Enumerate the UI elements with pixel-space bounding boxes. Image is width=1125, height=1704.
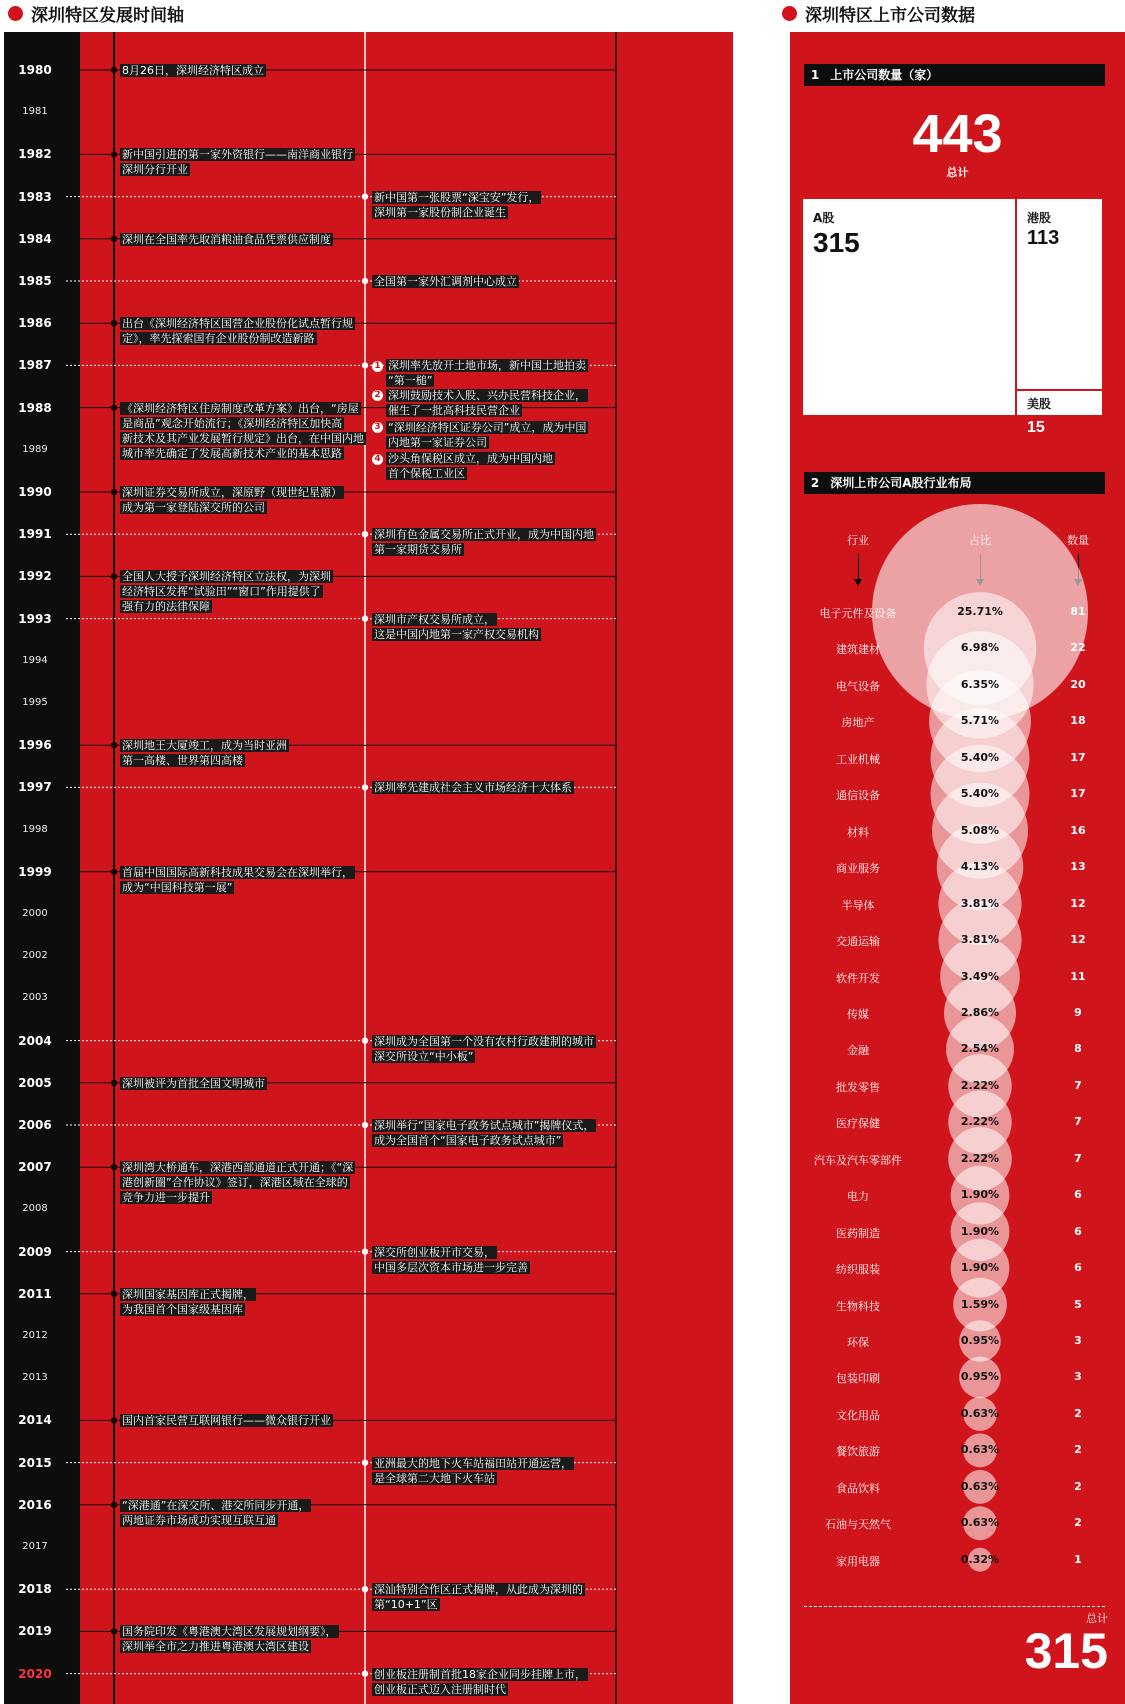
industry-label: 工业机械 <box>836 752 880 766</box>
event-text: 催生了一批高科技民营企业 <box>388 403 520 417</box>
industry-count: 7 <box>1074 1078 1082 1092</box>
event-text: 新中国第一张股票“深宝安”发行， <box>374 190 540 204</box>
industry-label: 包装印刷 <box>836 1372 880 1386</box>
event-text: 深圳第一家股份制企业诞生 <box>374 205 506 219</box>
year-label: 2019 <box>18 1624 52 1639</box>
industry-share: 0.32% <box>960 1552 1000 1566</box>
listed-header <box>782 0 975 26</box>
year-label: 2012 <box>22 1330 48 1341</box>
industry-share: 2.22% <box>960 1115 1000 1129</box>
event-text: 全国人大授予深圳经济特区立法权，为深圳 <box>122 570 331 584</box>
industry-share: 5.40% <box>960 750 1000 764</box>
event-text: “第一槌” <box>388 374 433 388</box>
industry-label: 环保 <box>847 1336 869 1349</box>
industry-count: 12 <box>1070 933 1086 947</box>
event-text: 成为“中国科技第一展” <box>122 880 233 894</box>
timeline-event <box>120 738 289 768</box>
industry-share: 2.54% <box>960 1042 1000 1056</box>
total-label: 总计 <box>946 166 969 179</box>
industry-share: 25.71% <box>957 605 1003 618</box>
event-text: 深圳有色金属交易所正式开业，成为中国内地 <box>374 528 594 542</box>
event-text: 出台《深圳经济特区国营企业股份化试点暂行规 <box>122 317 353 331</box>
event-text: 经济特区发挥“试验田”“窗口”作用提供了 <box>122 585 321 599</box>
event-text: 深圳地王大厦竣工，成为当时亚洲 <box>122 739 287 753</box>
section-number: 2 <box>810 476 820 490</box>
header-count: 数量 <box>1067 534 1089 547</box>
timeline-event <box>372 358 588 388</box>
year-label: 1992 <box>18 569 52 584</box>
timeline-event <box>120 569 333 614</box>
year-label: 1982 <box>18 147 52 162</box>
event-text: 深圳率先建成社会主义市场经济十大体系 <box>374 781 572 795</box>
timeline-dot <box>111 320 117 326</box>
year-label: 2005 <box>18 1075 52 1090</box>
timeline-dot <box>111 869 117 875</box>
year-label: 1994 <box>22 654 48 666</box>
event-text: 深圳举行“国家电子政务试点城市”揭牌仪式， <box>374 1119 595 1132</box>
event-text: 城市率先确定了发展高新技术产业的基本思路 <box>122 446 342 460</box>
year-label: 2000 <box>22 908 48 919</box>
treemap-value: 315 <box>813 227 860 258</box>
treemap-label: A股 <box>813 211 835 225</box>
section-title: 上市公司数量（家） <box>830 68 939 82</box>
timeline-dot <box>362 362 368 368</box>
event-text: 深圳湾大桥通车，深港西部通道正式开通；《“深 <box>122 1161 354 1175</box>
year-label: 2014 <box>18 1413 52 1428</box>
event-text: 深圳证券交易所成立，深原野（现世纪星源） <box>122 486 342 499</box>
industry-share: 1.90% <box>960 1261 1000 1275</box>
section-title: 深圳上市公司A股行业布局 <box>830 476 972 490</box>
timeline-lines <box>4 32 733 1704</box>
industry-label: 半导体 <box>841 898 875 912</box>
footer-total-label: 总计 <box>1086 1612 1108 1625</box>
timeline-dot <box>362 1459 368 1465</box>
industry-label: 医疗保健 <box>836 1117 880 1131</box>
industry-count: 6 <box>1074 1188 1082 1202</box>
event-text: “深港通”在深交所、港交所同步开通， <box>122 1498 310 1512</box>
timeline-event <box>372 1118 596 1148</box>
listed-title: 深圳特区上市公司数据 <box>805 5 975 26</box>
industry-share: 1.59% <box>960 1297 1000 1311</box>
industry-label: 传媒 <box>847 1007 869 1021</box>
timeline-dot <box>362 193 368 199</box>
timeline-event <box>372 274 519 289</box>
event-text: 定》，率先探索国有企业股份制改造新路 <box>122 332 315 346</box>
industry-share: 6.98% <box>960 641 1000 655</box>
industry-label: 家用电器 <box>836 1554 880 1568</box>
year-label: 1999 <box>18 864 52 879</box>
red-dot-icon <box>782 6 797 21</box>
event-text: 国务院印发《粤港澳大湾区发展规划纲要》， <box>122 1625 337 1639</box>
year-label: 1980 <box>18 63 52 77</box>
year-label: 2018 <box>18 1582 52 1597</box>
timeline-event <box>120 1160 355 1205</box>
event-text: 深交所设立“中小板” <box>374 1049 474 1063</box>
treemap-value: 113 <box>1027 227 1060 249</box>
event-text: 深圳举全市之力推进粤港澳大湾区建设 <box>122 1640 309 1654</box>
event-text: 竞争力进一步提升 <box>122 1191 210 1205</box>
timeline-dot <box>111 1628 117 1634</box>
industry-label: 电力 <box>847 1190 869 1204</box>
industry-label: 餐饮旅游 <box>836 1445 880 1459</box>
year-label: 1986 <box>18 316 52 331</box>
industry-count: 22 <box>1070 641 1086 655</box>
timeline-dot <box>362 1122 368 1128</box>
industry-count: 20 <box>1070 677 1086 691</box>
timeline-event <box>372 780 574 795</box>
year-label: 2016 <box>18 1497 52 1512</box>
industry-count: 11 <box>1070 969 1086 983</box>
event-text: 成为第一家登陆深交所的公司 <box>122 501 265 514</box>
event-text: 深圳成为全国第一个没有农村行政建制的城市 <box>374 1034 594 1048</box>
timeline-panel <box>4 32 733 1704</box>
timeline-dot <box>111 573 117 579</box>
event-text: 首个保税工业区 <box>388 467 465 481</box>
event-text: 两地证券市场成功实现互联互通 <box>122 1513 276 1527</box>
year-label: 2006 <box>18 1118 52 1132</box>
event-text: 亚洲最大的地下火车站福田站开通运营， <box>374 1456 572 1470</box>
industry-share: 3.81% <box>960 933 1000 947</box>
industry-share: 0.95% <box>960 1334 1000 1347</box>
event-text: 成为全国首个“国家电子政务试点城市” <box>374 1134 562 1147</box>
year-label: 1988 <box>18 400 52 415</box>
year-label: 1989 <box>22 443 48 455</box>
year-label: 2004 <box>18 1033 52 1048</box>
event-text: 第一家期货交易所 <box>374 543 462 557</box>
industry-label: 电子元件及设备 <box>819 607 897 620</box>
event-text: 第一高楼、世界第四高楼 <box>122 754 243 768</box>
event-text: 沙头角保税区成立，成为中国内地 <box>388 452 553 466</box>
industry-count: 6 <box>1074 1224 1082 1238</box>
industry-count: 1 <box>1074 1552 1082 1566</box>
section-number: 1 <box>810 68 820 82</box>
event-text: 深圳在全国率先取消粮油食品凭票供应制度 <box>122 232 331 246</box>
timeline-dot <box>362 531 368 537</box>
industry-label: 医药制造 <box>836 1226 880 1240</box>
timeline-dot <box>362 1670 368 1676</box>
industry-share: 2.22% <box>960 1151 1000 1165</box>
industry-share: 2.86% <box>960 1005 1000 1019</box>
industry-label: 电气设备 <box>836 679 880 693</box>
year-label: 2013 <box>22 1372 48 1384</box>
year-label: 2007 <box>18 1160 52 1175</box>
industry-share: 3.49% <box>960 969 1000 983</box>
industry-share: 5.40% <box>960 787 1000 801</box>
year-label: 2017 <box>22 1541 48 1552</box>
year-label: 2002 <box>22 950 48 962</box>
industry-label: 文化用品 <box>836 1408 880 1422</box>
timeline-event <box>372 388 588 418</box>
timeline-dot <box>362 1037 368 1043</box>
timeline-event <box>120 485 344 515</box>
event-text: 深圳被评为首批全国文明城市 <box>122 1076 265 1090</box>
event-text: 深汕特别合作区正式揭牌，从此成为深圳的 <box>374 1583 583 1597</box>
industry-count: 3 <box>1074 1334 1082 1347</box>
event-text: 是商品”观念开始流行；《深圳经济特区加快高 <box>122 416 343 430</box>
event-text: 深圳市产权交易所成立， <box>374 612 495 626</box>
event-text: 深圳国家基因库正式揭牌， <box>122 1287 254 1301</box>
event-text: 首届中国国际高新科技成果交易会在深圳举行， <box>122 865 353 879</box>
timeline-event <box>120 316 355 346</box>
industry-count: 81 <box>1070 605 1086 618</box>
industry-label: 纺织服装 <box>836 1263 880 1277</box>
industry-count: 18 <box>1070 714 1086 728</box>
timeline-event <box>120 1076 267 1091</box>
industry-share: 2.22% <box>960 1078 1000 1092</box>
year-label: 2008 <box>22 1203 48 1215</box>
timeline-event <box>120 1413 333 1428</box>
timeline-event <box>372 1582 585 1612</box>
timeline-dot <box>111 1080 117 1086</box>
timeline-event <box>372 451 555 481</box>
industry-count: 3 <box>1074 1370 1082 1384</box>
timeline-event <box>120 147 355 177</box>
industry-share: 0.95% <box>960 1370 1000 1384</box>
industry-share: 1.90% <box>960 1224 1000 1238</box>
event-text: 第“10+1”区 <box>374 1598 438 1612</box>
industry-share: 1.90% <box>960 1188 1000 1202</box>
year-label: 1995 <box>22 697 48 708</box>
year-label: 1981 <box>22 106 48 118</box>
event-text: “深圳经济特区证券公司”成立，成为中国 <box>388 420 587 434</box>
event-text: 《深圳经济特区住房制度改革方案》出台，“房屋 <box>122 401 359 415</box>
event-text: 是全球第二大地下火车站 <box>374 1471 495 1485</box>
timeline-event <box>372 420 588 450</box>
timeline-dot <box>362 1586 368 1592</box>
year-label: 2020 <box>18 1666 52 1681</box>
event-text: 深圳率先放开土地市场，新中国土地拍卖 <box>388 359 586 373</box>
industry-count: 17 <box>1070 750 1086 764</box>
year-label: 1984 <box>18 231 52 246</box>
timeline-title: 深圳特区发展时间轴 <box>31 5 184 26</box>
timeline-dot <box>111 742 117 748</box>
timeline-event <box>120 1498 311 1528</box>
event-text: 中国多层次资本市场进一步完善 <box>374 1260 528 1274</box>
event-text: 创业板注册制首批18家企业同步挂牌上市， <box>374 1667 586 1681</box>
treemap-label: 港股 <box>1027 211 1052 225</box>
industry-label: 石油与天然气 <box>825 1518 891 1532</box>
industry-count: 2 <box>1074 1406 1082 1420</box>
event-text: 强有力的法律保障 <box>122 600 210 614</box>
industry-count: 16 <box>1070 823 1086 837</box>
timeline-dot <box>362 1248 368 1254</box>
industry-share: 0.63% <box>960 1443 1000 1457</box>
timeline-event <box>372 527 596 557</box>
industry-count: 2 <box>1074 1479 1082 1493</box>
timeline-event <box>372 1667 588 1697</box>
industry-share: 6.35% <box>960 677 1000 691</box>
timeline-event <box>120 63 266 78</box>
event-text: 新技术及其产业发展暂行规定》出台，在中国内地 <box>122 431 364 445</box>
timeline-event <box>372 190 541 220</box>
industry-label: 建筑建材 <box>836 643 880 657</box>
year-label: 1985 <box>18 274 52 288</box>
industry-label: 批发零售 <box>836 1080 880 1094</box>
event-text: 创业板正式迈入注册制时代 <box>374 1682 506 1696</box>
year-label: 2011 <box>18 1286 52 1301</box>
industry-label: 房地产 <box>841 716 875 730</box>
industry-count: 17 <box>1070 787 1086 801</box>
total-divider <box>804 1606 1105 1607</box>
year-label: 2003 <box>22 992 48 1004</box>
industry-count: 7 <box>1074 1151 1082 1165</box>
industry-count: 5 <box>1074 1297 1082 1311</box>
industry-share: 0.63% <box>960 1516 1000 1530</box>
number-badge-icon: 4 <box>372 454 383 465</box>
industry-share: 5.08% <box>960 823 1000 837</box>
timeline-dot <box>111 489 117 495</box>
timeline-dot <box>362 784 368 790</box>
timeline-event <box>120 232 333 247</box>
timeline-header <box>8 0 184 26</box>
industry-count: 9 <box>1074 1005 1082 1019</box>
industry-count: 2 <box>1074 1516 1082 1530</box>
number-badge-icon: 2 <box>372 390 383 401</box>
timeline-dot <box>111 151 117 157</box>
industry-label: 金融 <box>847 1044 869 1058</box>
year-label: 1990 <box>18 485 52 499</box>
industry-count: 6 <box>1074 1261 1082 1275</box>
industry-share: 0.63% <box>960 1406 1000 1420</box>
timeline-event <box>120 401 366 461</box>
header-industry: 行业 <box>847 534 869 547</box>
event-text: 国内首家民营互联网银行——微众银行开业 <box>122 1414 331 1428</box>
event-text: 全国第一家外汇调剂中心成立 <box>374 275 517 288</box>
industry-label: 通信设备 <box>836 789 880 803</box>
number-badge-icon: 1 <box>372 361 383 372</box>
event-text: 深交所创业板开市交易， <box>374 1245 495 1259</box>
industry-label: 食品饮料 <box>836 1481 880 1495</box>
event-text: 深圳鼓励技术入股、兴办民营科技企业， <box>388 388 586 402</box>
industry-count: 7 <box>1074 1115 1082 1129</box>
timeline-dot <box>111 1291 117 1297</box>
treemap-label: 美股 <box>1027 397 1052 412</box>
year-label: 1997 <box>18 780 52 795</box>
year-label: 2009 <box>18 1244 52 1259</box>
year-label: 2015 <box>18 1455 52 1470</box>
timeline-event <box>120 1287 256 1317</box>
timeline-dot <box>111 1502 117 1508</box>
year-label: 1991 <box>18 527 52 542</box>
industry-share: 3.81% <box>960 896 1000 910</box>
timeline-event <box>372 1245 530 1275</box>
industry-label: 生物科技 <box>836 1299 880 1313</box>
event-text: 港创新圈”合作协议》签订，深港区域在全球的 <box>122 1176 348 1190</box>
industry-label: 交通运输 <box>836 935 880 949</box>
total-count: 443 <box>912 104 1003 164</box>
red-dot-icon <box>8 6 23 21</box>
event-text: 新中国引进的第一家外资银行——南洋商业银行 <box>122 148 353 162</box>
timeline-event <box>372 612 541 642</box>
number-badge-icon: 3 <box>372 422 383 433</box>
industry-count: 13 <box>1070 860 1086 874</box>
industry-label: 材料 <box>847 825 869 839</box>
event-text: 深圳分行开业 <box>122 163 188 177</box>
year-label: 1998 <box>22 823 48 835</box>
industry-label: 软件开发 <box>836 971 880 985</box>
listed-panel <box>790 32 1125 1704</box>
industry-count: 12 <box>1070 896 1086 910</box>
timeline-event <box>120 865 355 895</box>
timeline-dot <box>111 236 117 242</box>
timeline-dot <box>362 278 368 284</box>
timeline-event <box>372 1034 596 1064</box>
timeline-event <box>120 1624 339 1654</box>
timeline-dot <box>362 615 368 621</box>
year-label: 1996 <box>18 738 52 753</box>
treemap-value: 15 <box>1027 419 1045 436</box>
industry-count: 2 <box>1074 1443 1082 1457</box>
industry-label: 商业服务 <box>836 862 880 876</box>
timeline-dot <box>111 1417 117 1423</box>
event-text: 这是中国内地第一家产权交易机构 <box>374 627 539 641</box>
event-text: 8月26日，深圳经济特区成立 <box>122 64 264 77</box>
year-label: 1983 <box>18 189 52 204</box>
industry-share: 5.71% <box>960 714 1000 728</box>
timeline-dot <box>111 1164 117 1170</box>
event-text: 为我国首个国家级基因库 <box>122 1302 243 1316</box>
industry-share: 0.63% <box>960 1479 1000 1493</box>
timeline-dot <box>111 67 117 73</box>
year-label: 1987 <box>18 358 52 373</box>
timeline-dot <box>111 404 117 410</box>
footer-total-value: 315 <box>1024 1623 1108 1679</box>
timeline-event <box>372 1456 574 1486</box>
industry-count: 8 <box>1074 1042 1082 1056</box>
year-label: 1993 <box>18 611 52 626</box>
event-text: 内地第一家证券公司 <box>388 435 487 449</box>
industry-label: 汽车及汽车零部件 <box>814 1153 902 1167</box>
industry-share: 4.13% <box>960 860 1000 874</box>
